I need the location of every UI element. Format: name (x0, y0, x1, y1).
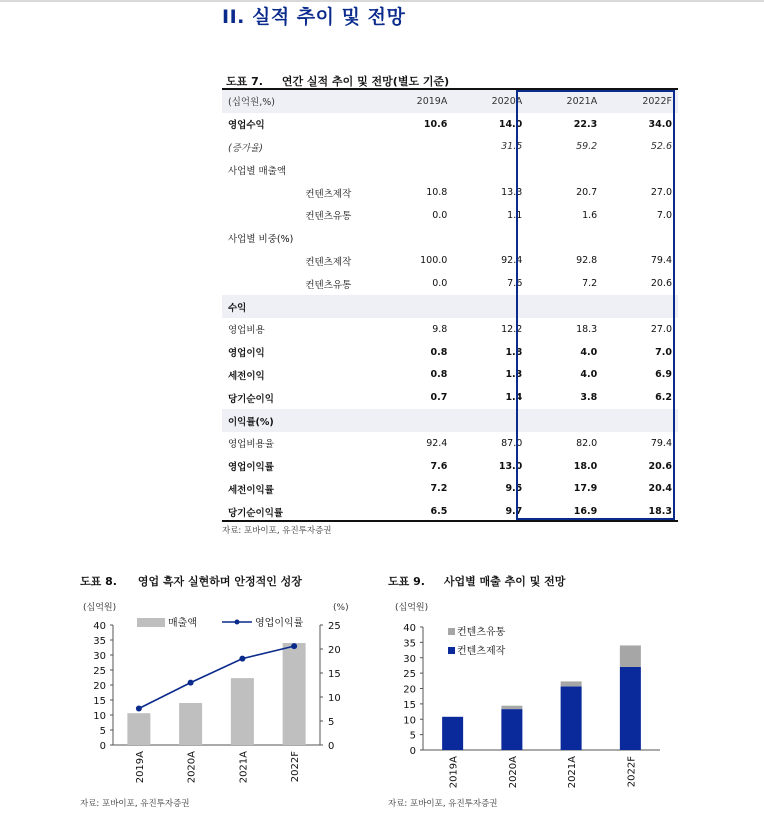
table-cell: 20.6 (650, 278, 672, 290)
row-label: 당기순이익률 (228, 507, 284, 519)
chart9-bar-segment (620, 645, 641, 667)
chart8-category-label: 2021A (238, 751, 250, 784)
chart9-legend-swatch (448, 628, 455, 635)
table-cell: 1.8 (505, 346, 523, 358)
chart8-right-tick-label: 25 (328, 621, 341, 632)
chart9-tick-label: 20 (403, 684, 416, 696)
table-header-year: 2021A (528, 90, 603, 113)
chart9-stacked-bar-chart (385, 588, 675, 803)
table-row (222, 204, 678, 227)
chart9-legend-swatch (448, 647, 455, 654)
table-row (222, 272, 678, 295)
table-row (222, 250, 678, 273)
table-cell: 1.3 (505, 369, 523, 381)
table-cell (378, 227, 453, 250)
row-sublabel (299, 227, 378, 250)
table-cell (378, 136, 453, 159)
row-sublabel (299, 136, 378, 159)
row-sublabel (299, 341, 378, 364)
table-cell (453, 409, 528, 432)
chart8-bar (231, 678, 254, 745)
chart9-tick-label: 35 (403, 638, 416, 650)
table-cell: 9.8 (432, 323, 448, 335)
table-cell (603, 227, 678, 250)
chart8-line-point (188, 680, 194, 686)
table-cell: 92.4 (426, 437, 448, 449)
table-cell (453, 227, 528, 250)
table-cell: 52.6 (650, 141, 672, 153)
chart9-category-label: 2021A (567, 756, 579, 789)
section-title: II. 실적 추이 및 전망 (222, 6, 406, 28)
table-header-unit: (십억원,%) (222, 90, 378, 113)
table-cell (603, 409, 678, 432)
table-cell: 18.0 (573, 460, 598, 472)
table-cell (528, 158, 603, 181)
chart8-right-tick-label: 0 (328, 741, 335, 752)
chart8-right-unit: (%) (333, 603, 349, 613)
chart9-tick-label: 5 (409, 730, 416, 742)
table-cell: 87.0 (501, 437, 523, 449)
chart8-left-tick-label: 20 (93, 681, 106, 692)
chart8-left-tick-label: 40 (93, 621, 106, 632)
chart9-title: 사업별 매출 추이 및 전망 (443, 575, 566, 588)
table-cell: 9.5 (505, 483, 523, 495)
chart8-legend-marker (235, 620, 240, 625)
table-cell: 4.0 (580, 346, 598, 358)
chart8-left-tick-label: 15 (93, 696, 106, 707)
table-cell: 14.0 (498, 118, 523, 130)
table-cell: 20.4 (648, 483, 672, 495)
chart8-category-label: 2019A (134, 751, 146, 784)
table-cell: 22.3 (573, 118, 598, 130)
table-row (222, 295, 678, 318)
table-cell: 3.8 (580, 392, 598, 404)
table-cell: 7.2 (582, 278, 598, 290)
table-cell: 34.0 (648, 118, 672, 130)
table-cell: 7.2 (430, 483, 448, 495)
chart8-left-tick-label: 30 (93, 651, 106, 662)
table-cell: 12.2 (501, 323, 523, 335)
row-label: 사업별 비중(%) (228, 234, 294, 246)
chart8-right-tick-label: 20 (328, 645, 341, 656)
table-cell: 6.5 (430, 506, 448, 518)
row-label: 영업수익 (228, 120, 265, 132)
table-cell: 7.0 (655, 346, 672, 358)
row-sublabel (299, 295, 378, 318)
row-label: 영업비용율 (228, 439, 274, 451)
table-cell: 1.6 (582, 209, 598, 221)
row-label: 영업이익률 (228, 462, 274, 474)
chart8-title: 영업 흑자 실현하며 안정적인 성장 (137, 575, 302, 588)
row-label: 수익 (222, 295, 299, 318)
table-cell: 13.0 (498, 460, 523, 472)
chart8-left-tick-label: 25 (93, 666, 106, 677)
chart9-legend-label: 컨텐츠제작 (457, 646, 506, 657)
row-label: 당기순이익 (228, 393, 274, 405)
chart9-number: 도표 9. (388, 575, 425, 588)
table-bottom-rule (222, 520, 678, 522)
row-sublabel: 컨텐츠유통 (305, 279, 352, 291)
chart8-source: 자료: 포바이포, 유진투자증권 (80, 799, 190, 809)
table-row (222, 136, 678, 159)
chart9-bar-segment (620, 667, 641, 750)
table-cell: 1.1 (507, 209, 523, 221)
chart8-combo-chart (75, 588, 365, 803)
chart9-category-label: 2022F (626, 756, 638, 788)
chart8-category-label: 2022F (290, 751, 302, 783)
table-cell: 31.5 (501, 141, 523, 153)
table-header-year: 2020A (453, 90, 528, 113)
table-cell: 17.9 (573, 483, 598, 495)
table-row (222, 386, 678, 409)
table-row (222, 432, 678, 455)
chart8-left-tick-label: 35 (93, 636, 106, 647)
table-cell: 82.0 (576, 437, 598, 449)
table-cell (528, 227, 603, 250)
table-cell: 79.4 (650, 437, 672, 449)
chart8-bar (283, 643, 306, 745)
row-label: 세전이익 (228, 370, 265, 382)
chart9-bar-segment (501, 709, 522, 750)
row-label (222, 181, 299, 204)
table-header-row (222, 90, 678, 113)
chart9-tick-label: 0 (409, 746, 416, 757)
chart8-category-label: 2020A (186, 751, 198, 784)
row-sublabel (299, 432, 378, 455)
table-cell (378, 158, 453, 181)
chart8-bar (179, 703, 202, 745)
table-figure-title: 연간 실적 추이 및 전망(별도 기준) (281, 75, 450, 88)
row-label: 사업별 매출액 (228, 165, 287, 177)
chart8-left-unit: (십억원) (83, 603, 117, 613)
chart9-category-label: 2019A (448, 756, 460, 789)
table-cell: 7.6 (507, 278, 523, 290)
chart8-left-tick-label: 10 (93, 711, 106, 722)
table-cell: 27.0 (650, 323, 672, 335)
chart8-legend-swatch-bar (137, 618, 165, 627)
table-cell: 20.6 (648, 460, 672, 472)
table-cell: 0.7 (430, 392, 448, 404)
chart8-legend-label-line: 영업이익률 (255, 618, 304, 629)
table-header-year: 2022F (603, 90, 678, 113)
table-cell: 16.9 (573, 506, 598, 518)
table-cell: 7.6 (430, 460, 448, 472)
table-cell: 18.3 (576, 323, 598, 335)
row-sublabel (299, 409, 378, 432)
chart8-line-point (291, 643, 297, 649)
chart8-right-tick-label: 10 (328, 693, 341, 704)
table-cell: 20.7 (576, 187, 598, 199)
table-cell: 0.8 (430, 369, 448, 381)
chart9-tick-label: 40 (403, 623, 416, 634)
table-cell (603, 295, 678, 318)
table-cell (603, 158, 678, 181)
row-label: (증가율) (228, 142, 263, 154)
chart9-tick-label: 10 (403, 715, 416, 727)
table-row (222, 409, 678, 432)
table-cell (378, 409, 453, 432)
table-cell: 79.4 (650, 255, 672, 267)
chart9-left-unit: (십억원) (395, 603, 429, 613)
table-row (222, 318, 678, 341)
table-cell: 100.0 (420, 255, 448, 267)
table-cell (378, 295, 453, 318)
row-label: 이익률(%) (222, 409, 299, 432)
table-row (222, 364, 678, 387)
table-row (222, 113, 678, 136)
chart9-bar-segment (561, 681, 582, 686)
row-sublabel: 컨텐츠제작 (305, 256, 352, 268)
chart8-left-tick-label: 0 (99, 741, 106, 752)
row-label (222, 272, 299, 295)
table-cell: 0.8 (430, 346, 448, 358)
table-cell: 10.8 (426, 187, 448, 199)
table-cell: 1.4 (505, 392, 523, 404)
chart8-line-point (136, 706, 142, 712)
row-label: 세전이익률 (228, 484, 274, 496)
chart8-line-point (239, 656, 245, 662)
row-sublabel (299, 158, 378, 181)
table-cell (453, 295, 528, 318)
table-cell: 92.4 (501, 255, 523, 267)
chart9-tick-label: 30 (403, 653, 416, 665)
table-cell: 18.3 (648, 506, 672, 518)
table-cell (528, 295, 603, 318)
table-row (222, 341, 678, 364)
table-cell: 6.2 (655, 392, 672, 404)
chart8-right-tick-label: 5 (328, 717, 335, 728)
chart8-legend-label-bar: 매출액 (168, 618, 197, 629)
table-figure-number: 도표 7. (226, 75, 263, 88)
financial-table (222, 90, 678, 523)
table-cell: 59.2 (576, 141, 598, 153)
row-label (222, 250, 299, 273)
table-row (222, 478, 678, 501)
chart8-bar (127, 713, 150, 745)
table-cell (453, 158, 528, 181)
table-row (222, 181, 678, 204)
table-source: 자료: 포바이포, 유진투자증권 (222, 526, 332, 536)
chart9-heading (388, 573, 565, 589)
table-cell: 10.6 (423, 118, 448, 130)
table-cell: 6.9 (655, 369, 672, 381)
table-figure-heading (226, 73, 449, 89)
chart8-heading (80, 573, 302, 589)
table-cell (528, 409, 603, 432)
chart9-bar-segment (501, 706, 522, 709)
row-sublabel (299, 113, 378, 136)
chart8-number: 도표 8. (80, 575, 117, 588)
table-row (222, 227, 678, 250)
row-label: 영업이익 (228, 348, 265, 360)
row-sublabel (299, 386, 378, 409)
row-sublabel (299, 318, 378, 341)
row-sublabel (299, 455, 378, 478)
table-row (222, 455, 678, 478)
row-sublabel: 컨텐츠유통 (305, 211, 352, 223)
table-cell: 0.0 (432, 278, 448, 290)
row-sublabel (299, 364, 378, 387)
table-header-year: 2019A (378, 90, 453, 113)
table-cell: 13.3 (501, 187, 523, 199)
chart8-right-tick-label: 15 (328, 669, 341, 680)
table-cell: 27.0 (650, 187, 672, 199)
chart8-line (139, 646, 294, 708)
chart9-tick-label: 15 (403, 699, 416, 711)
chart9-legend-label: 컨텐츠유통 (457, 627, 506, 638)
chart9-bar-segment (561, 686, 582, 750)
chart9-category-label: 2020A (507, 756, 519, 789)
row-sublabel (299, 478, 378, 501)
chart9-source: 자료: 포바이포, 유진투자증권 (388, 799, 498, 809)
table-cell: 4.0 (580, 369, 598, 381)
chart8-left-tick-label: 5 (99, 726, 106, 737)
table-cell: 7.0 (656, 209, 672, 221)
row-sublabel: 컨텐츠제작 (305, 188, 352, 200)
row-label: 영업비용 (228, 325, 265, 337)
chart9-tick-label: 25 (403, 669, 416, 681)
table-cell: 92.8 (576, 255, 598, 267)
row-label (222, 204, 299, 227)
table-cell: 0.0 (432, 209, 448, 221)
chart9-bar-segment (442, 717, 463, 750)
table-cell: 9.7 (505, 506, 523, 518)
table-row (222, 158, 678, 181)
